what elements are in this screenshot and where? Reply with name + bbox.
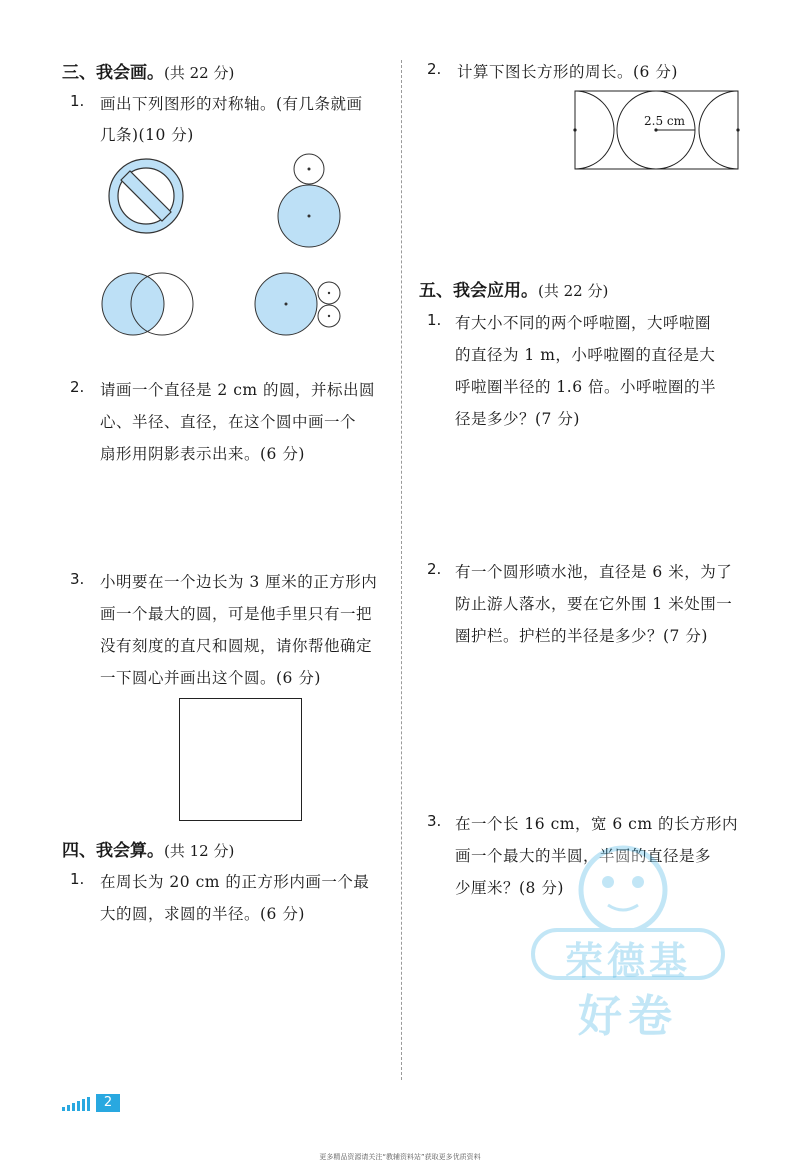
question-number: 2. (427, 60, 442, 78)
footer-text: 更多精品资源请关注“教辅资料站”获取更多优质资料 (319, 1153, 481, 1161)
radius-label: 2.5 cm (644, 114, 685, 128)
question-number: 1. (427, 311, 442, 329)
question-line: 请画一个直径是 2 cm 的圆，并标出圆 (100, 381, 376, 399)
question-line: 扇形用阴影表示出来。(6 分) (100, 445, 305, 463)
question-number: 2. (427, 560, 442, 578)
question-line: 心、半径、直径，在这个圆中画一个 (100, 413, 357, 431)
question-line: 防止游人落水，要在它外围 1 米处围一 (455, 595, 733, 613)
question-line: 没有刻度的直尺和圆规，请你帮他确定 (100, 637, 373, 655)
question-line: 在周长为 20 cm 的正方形内画一个最 (100, 873, 370, 891)
question-line: 径是多少？(7 分) (455, 410, 580, 428)
section-title: 五、我会应用。 (419, 281, 538, 301)
question-line: 有大小不同的两个呼啦圈，大呼啦圈 (455, 314, 712, 332)
question-line: 画一个最大的半圆，半圆的直径是多 (455, 847, 712, 865)
question-line: 的直径为 1 m，小呼啦圈的直径是大 (455, 346, 716, 364)
watermark-line-1: 荣德基 (564, 939, 691, 983)
question-number: 3. (427, 812, 442, 830)
question-line: 一下圆心并画出这个圆。(6 分) (100, 669, 321, 687)
question-line: 少厘米？(8 分) (455, 879, 564, 897)
page-number: 2 (96, 1094, 120, 1112)
question-line: 大的圆，求圆的半径。(6 分) (100, 905, 305, 923)
question-line: 画出下列图形的对称轴。(有几条就画 (100, 95, 363, 113)
question-line: 圈护栏。护栏的半径是多少？(7 分) (455, 627, 708, 645)
section-points: (共 22 分) (538, 282, 609, 300)
watermark-line-2: 好卷 (578, 991, 678, 1042)
question-line: 呼啦圈半径的 1.6 倍。小呼啦圈的半 (455, 378, 717, 396)
question-number: 1. (70, 92, 85, 110)
question-line: 画一个最大的圆，可是他手里只有一把 (100, 605, 373, 623)
section-points: (共 22 分) (164, 64, 235, 82)
section-title: 三、我会画。 (62, 63, 164, 83)
question-number: 1. (70, 870, 85, 888)
question-line: 计算下图长方形的周长。(6 分) (457, 63, 678, 81)
question-line: 有一个圆形喷水池，直径是 6 米，为了 (455, 563, 733, 581)
section-title: 四、我会算。 (62, 841, 164, 861)
section-points: (共 12 分) (164, 842, 235, 860)
question-number: 2. (70, 378, 85, 396)
question-line: 在一个长 16 cm，宽 6 cm 的长方形内 (455, 815, 738, 833)
question-line: 小明要在一个边长为 3 厘米的正方形内 (100, 573, 378, 591)
question-line: 几条)(10 分) (100, 126, 194, 144)
question-number: 3. (70, 570, 85, 588)
